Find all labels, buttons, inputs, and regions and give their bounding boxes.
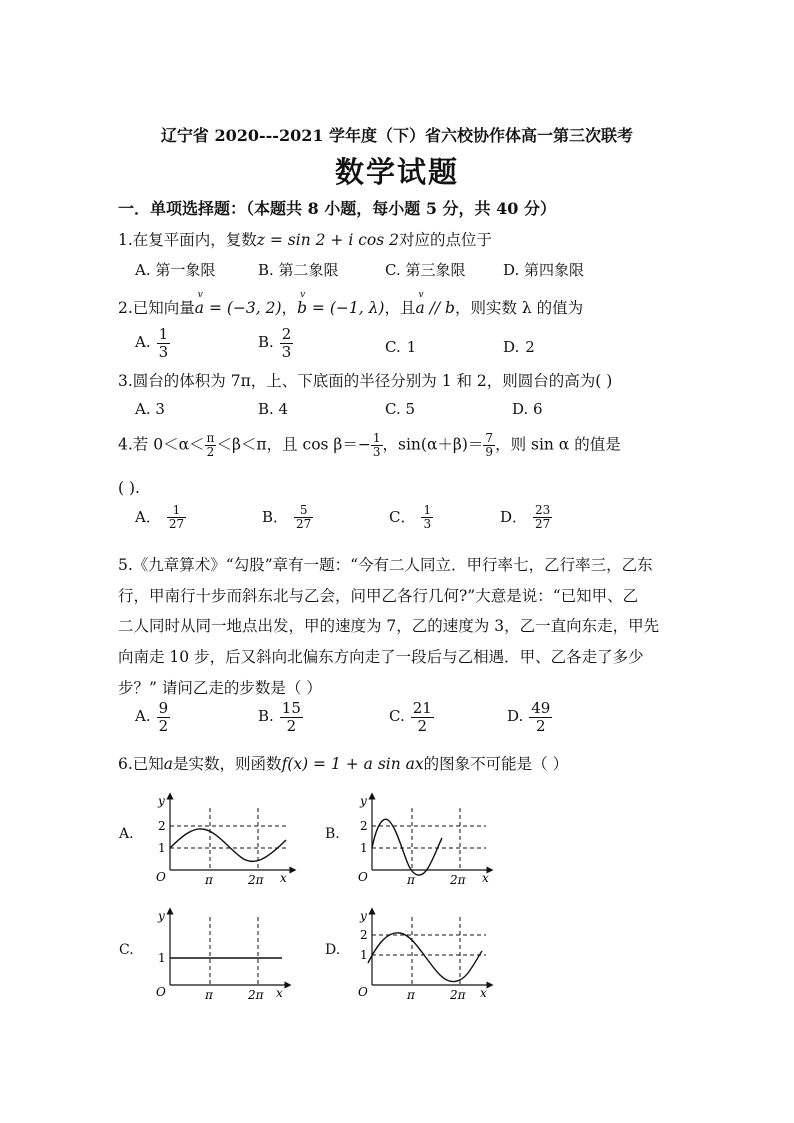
graph-a-2pi: 2π	[248, 873, 264, 887]
graph-d-x-label: x	[480, 986, 487, 1000]
q2-option-a-label: A.	[135, 333, 151, 351]
q4-option-b-fraction	[294, 504, 313, 531]
q5-option-b-den: 2	[280, 717, 303, 735]
q5-line-1: 5.《九章算术》“勾股”章有一题：“今有二人同立．甲行率七，乙行率三，乙东	[118, 556, 653, 574]
q4-sin-value	[483, 432, 495, 459]
question-4	[118, 432, 621, 459]
q5-option-c-label: C.	[389, 707, 405, 725]
q2-option-b-fraction	[280, 326, 294, 360]
section-heading: 一．单项选择题：（本题共 8 小题，每小题 5 分，共 40 分）	[118, 199, 556, 218]
q4-option-d-label: D．	[500, 507, 528, 526]
q4-cos-num: 1	[372, 431, 381, 445]
q3-option-a: A. 3	[135, 400, 165, 418]
page-title: 数学试题	[334, 155, 459, 189]
q2-option-a-den: 3	[158, 342, 169, 361]
graph-a-y-label: y	[158, 794, 165, 808]
exam-header: 辽宁省 2020---2021 学年度（下）省六校协作体高一第三次联考	[160, 126, 634, 145]
q1-option-a: A. 第一象限	[135, 261, 216, 279]
q4-option-d	[500, 504, 552, 531]
q6-function: f(x) = 1 + a sin ax	[281, 755, 424, 773]
q4-bracket: ( ).	[118, 479, 140, 497]
q1-expression: z = sin 2 + i cos 2	[256, 231, 399, 249]
q6-prefix: 6.已知	[118, 755, 164, 773]
q6-variable-a: a	[163, 755, 174, 773]
q5-line-3: 二人同时从同一地点出发，甲的速度为 7，乙的速度为 3，乙一直向东走，甲先	[118, 617, 660, 635]
q3-option-d: D. 6	[512, 400, 543, 418]
graph-a-origin: O	[156, 870, 166, 884]
q5-line-4: 向南走 10 步，后又斜向北偏东方向走了一段后与乙相遇．甲、乙各走了多少	[118, 648, 644, 666]
graph-a-pi: π	[205, 873, 213, 887]
q5-line-5: 步？” 请问乙走的步数是（ ）	[118, 679, 322, 697]
graph-c-2pi: 2π	[248, 988, 264, 1002]
q5-option-d-fraction	[529, 700, 552, 734]
q2-option-d	[503, 338, 535, 356]
q1-option-b: B. 第二象限	[258, 261, 339, 279]
q2-vector-b: v b = (−1, λ)	[297, 299, 384, 317]
q4-option-b-den: 27	[296, 517, 312, 532]
q4-option-d-num: 23	[535, 503, 551, 517]
q4-option-a-num: 1	[172, 503, 181, 517]
graph-b-y1: 1	[360, 841, 368, 855]
q2-mid: ，且	[384, 299, 416, 317]
graph-d	[350, 903, 500, 1003]
q2-option-b-den: 3	[281, 342, 292, 361]
question-3: 3.圆台的体积为 7π，上、下底面的半径分别为 1 和 2，则圆台的高为( )	[118, 372, 613, 390]
q2-option-b-num: 2	[281, 325, 292, 343]
q5-line-2: 行，甲南行十步而斜东北与乙会，问甲乙各行几何?”大意是说：“已知甲、乙	[118, 587, 639, 605]
q5-option-c-den: 2	[411, 717, 434, 735]
q4-cos-den: 3	[372, 445, 381, 460]
q2-vector-a: v a = (−3, 2)	[195, 299, 282, 317]
q4-option-b	[262, 504, 313, 531]
q4-sin-den: 9	[485, 445, 494, 460]
graph-b-y-label: y	[360, 794, 367, 808]
q4-option-c-fraction	[421, 504, 433, 531]
graph-d-label: D.	[325, 942, 341, 958]
q2-option-b	[258, 326, 293, 360]
q5-option-d-num: 49	[531, 699, 551, 717]
graph-d-y2: 2	[360, 928, 368, 942]
q6-suffix: 的图象不可能是（ ）	[423, 755, 569, 773]
q5-option-a-fraction	[157, 700, 171, 734]
graph-c-origin: O	[156, 985, 166, 999]
graph-b-y2: 2	[360, 819, 368, 833]
graph-d-2pi: 2π	[450, 988, 466, 1002]
graph-c-y1: 1	[158, 951, 166, 965]
graph-d-y-label: y	[360, 909, 367, 923]
graph-b-origin: O	[358, 870, 368, 884]
q5-option-b-fraction	[280, 700, 303, 734]
q2-option-c-value: 1	[406, 338, 417, 356]
q4-option-c-label: C．	[389, 507, 416, 526]
q4-option-c	[389, 504, 433, 531]
question-1	[118, 228, 492, 250]
q2-suffix: ，则实数 λ 的值为	[454, 299, 584, 317]
q5-option-c	[389, 700, 434, 734]
q1-option-c: C. 第三象限	[385, 261, 466, 279]
q4-option-d-den: 27	[535, 517, 551, 532]
graph-d-y1: 1	[360, 948, 368, 962]
question-6	[118, 752, 568, 774]
q5-option-d-den: 2	[529, 717, 552, 735]
q5-option-a-num: 9	[158, 699, 169, 717]
graph-b-x-label: x	[482, 871, 489, 885]
graph-a-label: A.	[119, 826, 134, 842]
q1-option-d: D. 第四象限	[503, 261, 585, 279]
q4-option-a-label: A．	[135, 507, 161, 526]
q5-option-c-fraction	[411, 700, 434, 734]
q2-option-d-label: D.	[503, 338, 520, 356]
graph-a-y2: 2	[158, 819, 166, 833]
graph-c-pi: π	[205, 988, 213, 1002]
q4-sin-num: 7	[485, 431, 494, 445]
q4-option-a	[135, 504, 186, 531]
q4-pi-den: 2	[205, 445, 217, 459]
q5-option-d-label: D.	[507, 707, 524, 725]
q4-part-1: 4.若 0＜α＜	[118, 435, 205, 454]
graph-c-x-label: x	[276, 986, 283, 1000]
q2-parallel: v a // b	[415, 299, 454, 317]
q2-option-c-label: C.	[385, 338, 401, 356]
graph-c-label: C.	[119, 942, 134, 958]
q3-option-c: C. 5	[385, 400, 416, 418]
q2-option-a	[135, 326, 170, 360]
q2-option-a-num: 1	[158, 325, 169, 343]
q4-option-d-fraction	[533, 504, 552, 531]
graph-a	[148, 788, 298, 888]
graph-b-label: B.	[325, 826, 340, 842]
graph-c-y-label: y	[158, 909, 165, 923]
q5-option-a-den: 2	[158, 716, 169, 735]
graph-c	[148, 903, 298, 1003]
graph-b-pi: π	[407, 873, 415, 887]
q4-option-a-fraction	[167, 504, 186, 531]
q5-option-d	[507, 700, 552, 734]
q2-prefix: 2.已知向量	[118, 299, 195, 317]
q2-option-a-fraction	[157, 326, 171, 360]
q4-option-b-label: B．	[262, 507, 289, 526]
question-2: 2.已知向量v a = (−3, 2)，v b = (−1, λ)，且v a // b，则实数 λ 的值为	[118, 296, 583, 318]
q4-option-c-den: 3	[423, 517, 432, 532]
q4-option-c-num: 1	[423, 503, 432, 517]
q2-option-c	[385, 338, 416, 356]
q5-option-a-label: A.	[135, 707, 151, 725]
q6-mid: 是实数，则函数	[173, 755, 282, 773]
q4-option-a-den: 27	[168, 517, 185, 532]
q1-prefix: 1.在复平面内，复数	[118, 231, 257, 249]
q4-cos-value	[371, 432, 383, 459]
q5-option-b-num: 15	[281, 699, 301, 717]
q4-pi-num: π	[206, 431, 215, 445]
q5-option-c-num: 21	[412, 699, 432, 717]
q5-option-b-label: B.	[258, 707, 274, 725]
q3-option-b: B. 4	[258, 400, 289, 418]
q4-part-4: ，则 sin α 的值是	[495, 435, 621, 454]
q5-option-a	[135, 700, 170, 734]
q4-part-2: ＜β＜π，且 cos β＝−	[216, 435, 371, 454]
q1-suffix: 对应的点位于	[398, 231, 492, 249]
q2-option-d-value: 2	[525, 338, 535, 356]
graph-b	[350, 788, 500, 888]
graph-a-y1: 1	[158, 841, 166, 855]
q4-option-b-num: 5	[299, 503, 308, 517]
q5-option-b	[258, 700, 303, 734]
q4-part-3: ，sin(α＋β)＝	[382, 435, 484, 454]
q2-option-b-label: B.	[258, 333, 274, 351]
graph-d-pi: π	[407, 988, 415, 1002]
graph-d-origin: O	[358, 985, 368, 999]
graph-b-2pi: 2π	[450, 873, 466, 887]
q4-pi-half	[205, 432, 217, 459]
graph-a-x-label: x	[280, 871, 287, 885]
